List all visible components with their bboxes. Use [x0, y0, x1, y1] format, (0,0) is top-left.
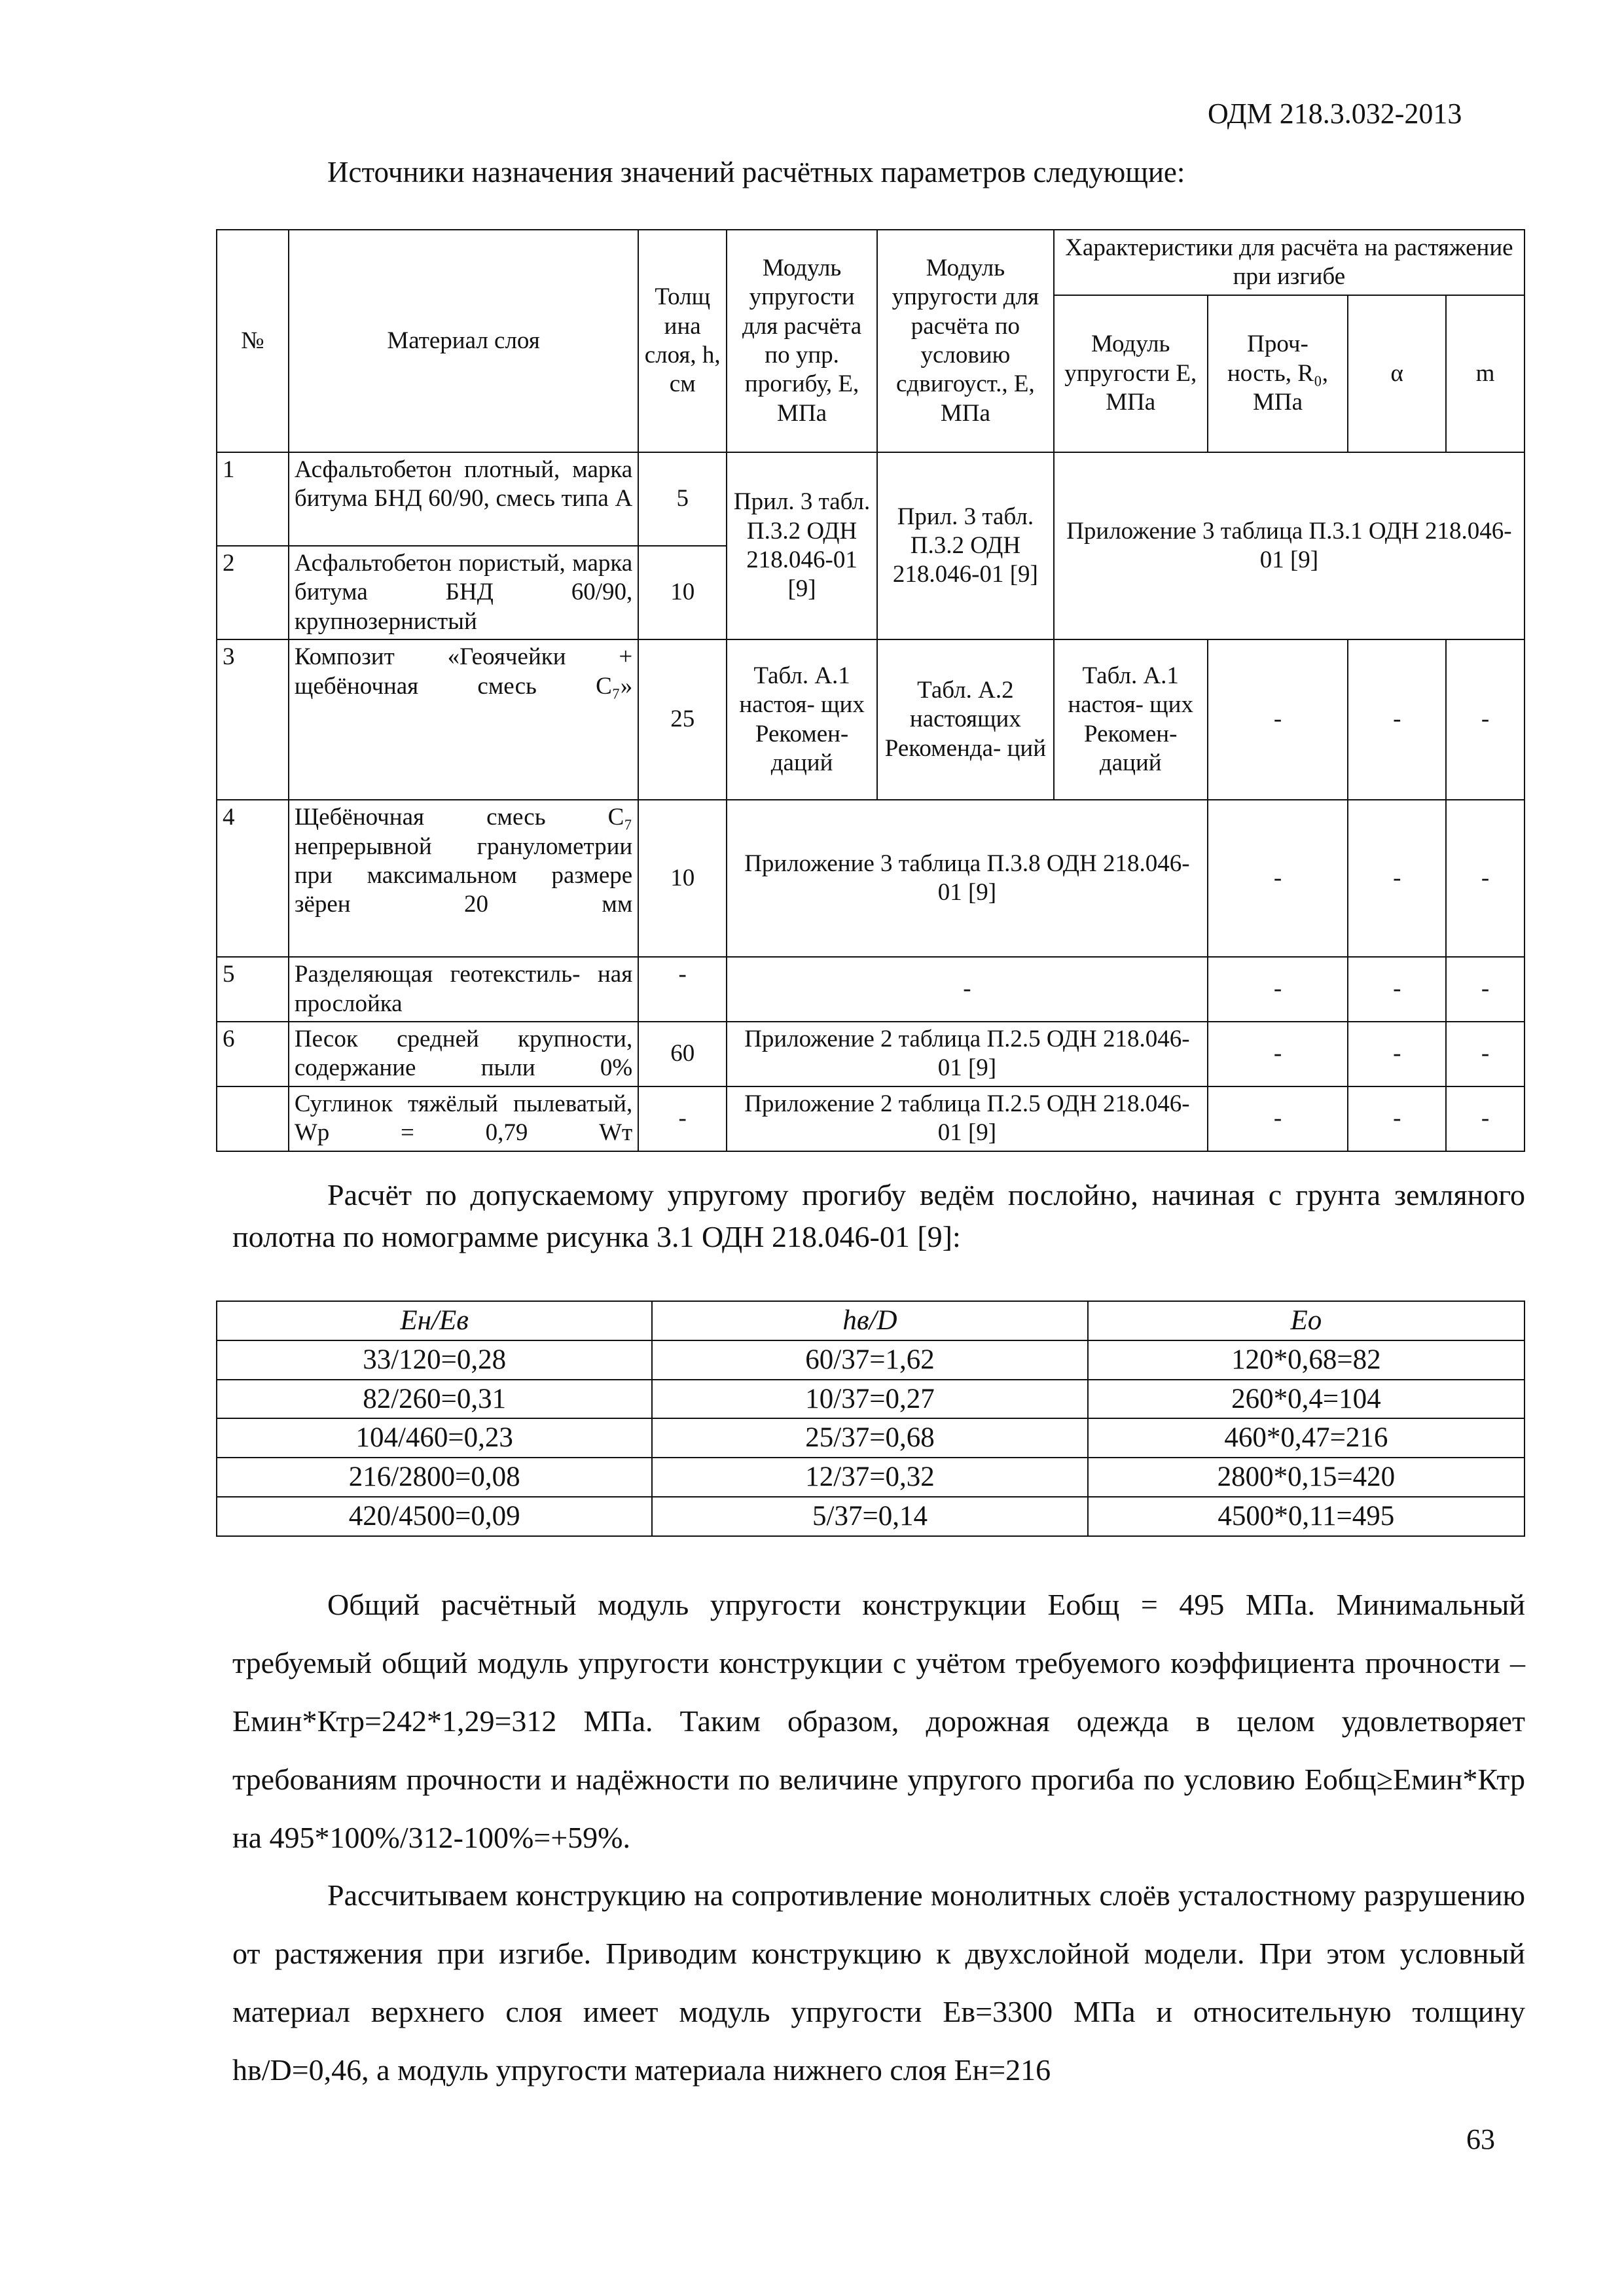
cell-modulus: 260*0,4=104: [1088, 1380, 1525, 1419]
paragraph-fatigue-calculation: Рассчитываем конструкцию на сопротивление монолитных слоёв усталостному разрушению от растяжения при изгибе. Приводим конструкцию к двухслойной модели. При этом условный материал верхнего слоя имеет модуль упругости Ев=3300 МПа и относительную толщину hв/D=0,46, а модуль упругости материала нижнего слоя Ен=216: [232, 1878, 1525, 2087]
cell-thickness: 25: [638, 639, 727, 800]
cell-alpha: -: [1348, 800, 1446, 957]
header-m: m: [1446, 295, 1525, 452]
parameters-table: [216, 229, 1525, 1152]
cell-m: -: [1446, 1022, 1525, 1086]
cell-alpha: -: [1348, 1086, 1446, 1151]
cell-number: 4: [217, 800, 289, 957]
cell-material: Асфальтобетон плотный, марка битума БНД 60/90, смесь типа А: [289, 452, 638, 546]
cell-modulus: 120*0,68=82: [1088, 1340, 1525, 1380]
cell-strength: -: [1208, 639, 1348, 800]
table-row: [217, 1022, 1525, 1086]
cell-modulus: 4500*0,11=495: [1088, 1497, 1525, 1536]
cell-material: Разделяющая геотекстиль- ная прослойка: [289, 957, 638, 1022]
table-row: [217, 1340, 1525, 1380]
cell-modulus-source: -: [727, 957, 1208, 1022]
cell-modulus-shear: Табл. А.2 настоящих Рекоменда- ций: [877, 639, 1054, 800]
cell-ratio: 82/260=0,31: [217, 1380, 652, 1419]
header-en-ev: Ен/Ев: [217, 1301, 652, 1340]
cell-alpha: -: [1348, 639, 1446, 800]
cell-thickness-ratio: 10/37=0,27: [652, 1380, 1087, 1419]
cell-thickness: -: [638, 957, 727, 1022]
header-tension-group: Характеристики для расчёта на растяжение при изгибе: [1054, 230, 1525, 295]
cell-thickness: 5: [638, 452, 727, 546]
cell-modulus: 460*0,47=216: [1088, 1418, 1525, 1458]
cell-modulus-deflection: Табл. А.1 настоя- щих Рекомен- даций: [727, 639, 877, 800]
table-row: [217, 1086, 1525, 1151]
cell-number: 6: [217, 1022, 289, 1086]
table-row: [217, 1497, 1525, 1536]
cell-thickness: 60: [638, 1022, 727, 1086]
cell-number: 3: [217, 639, 289, 800]
cell-number: [217, 1086, 289, 1151]
header-modulus-deflection: Модуль упругости для расчёта по упр. прогибу, Е, МПа: [727, 230, 877, 452]
cell-material: Щебёночная смесь С₇ непрерывной гранулометрии при максимальном размере зёрен 20 мм: [289, 800, 638, 957]
cell-strength: -: [1208, 1022, 1348, 1086]
cell-thickness-ratio: 25/37=0,68: [652, 1418, 1087, 1458]
cell-m: -: [1446, 957, 1525, 1022]
cell-m: -: [1446, 800, 1525, 957]
cell-modulus-shear: Прил. 3 табл. П.3.2 ОДН 218.046-01 [9]: [877, 452, 1054, 639]
header-modulus-shear: Модуль упругости для расчёта по условию сдвигоуст., Е, МПа: [877, 230, 1054, 452]
table-row: [217, 1380, 1525, 1419]
header-material: Материал слоя: [289, 230, 638, 452]
cell-thickness: 10: [638, 800, 727, 957]
cell-modulus-deflection: Прил. 3 табл. П.3.2 ОДН 218.046-01 [9]: [727, 452, 877, 639]
table-row: [217, 1458, 1525, 1497]
cell-ratio: 104/460=0,23: [217, 1418, 652, 1458]
cell-material: Песок средней крупности, содержание пыли 0%: [289, 1022, 638, 1086]
cell-material: Асфальтобетон пористый, марка битума БНД 60/90, крупнозернистый: [289, 546, 638, 639]
cell-number: 2: [217, 546, 289, 639]
table-row: [217, 452, 1525, 546]
cell-strength: -: [1208, 800, 1348, 957]
cell-alpha: -: [1348, 957, 1446, 1022]
cell-material: Композит «Геоячейки + щебёночная смесь С₇»: [289, 639, 638, 800]
cell-alpha: -: [1348, 1022, 1446, 1086]
header-thickness: Толщ ина слоя, h, см: [638, 230, 727, 452]
cell-modulus-source: Приложение 2 таблица П.2.5 ОДН 218.046-01 [9]: [727, 1086, 1208, 1151]
table-row: [217, 800, 1525, 957]
cell-tension-source: Приложение 3 таблица П.3.1 ОДН 218.046-01 [9]: [1054, 452, 1525, 639]
page-number: 63: [1466, 2123, 1495, 2155]
table-row: [217, 957, 1525, 1022]
cell-thickness: 10: [638, 546, 727, 639]
cell-thickness: -: [638, 1086, 727, 1151]
document-code: ОДМ 218.3.032-2013: [1208, 98, 1462, 130]
cell-m: -: [1446, 639, 1525, 800]
cell-modulus: 2800*0,15=420: [1088, 1458, 1525, 1497]
header-strength: Проч- ность, R₀, МПа: [1208, 295, 1348, 452]
paragraph-total-modulus: Общий расчётный модуль упругости конструкции Еобщ = 495 МПа. Минимальный требуемый общий модуль упругости конструкции с учётом требуемого коэффициента прочности – Емин*Ктр=242*1,29=312 МПа. Таким образом, дорожная одежда в целом удовлетворяет требованиям прочности и надёжности по величине упругого прогиба по условию Еобщ≥Емин*Ктр на 495*100%/312-100%=+59%.: [232, 1588, 1525, 1854]
cell-modulus-e: Табл. А.1 настоя- щих Рекомен- даций: [1054, 639, 1208, 800]
paragraph-calculation-method: Расчёт по допускаемому упругому прогибу ведём послойно, начиная с грунта земляного полотна по номограмме рисунка 3.1 ОДН 218.046-01 [9]:: [232, 1178, 1525, 1253]
table-row: [217, 1418, 1525, 1458]
cell-modulus-source: Приложение 3 таблица П.3.8 ОДН 218.046-01 [9]: [727, 800, 1208, 957]
cell-material: Суглинок тяжёлый пылеватый, Wр = 0,79 Wт: [289, 1086, 638, 1151]
cell-m: -: [1446, 1086, 1525, 1151]
cell-strength: -: [1208, 1086, 1348, 1151]
header-number: №: [217, 230, 289, 452]
header-eo: Eо: [1088, 1301, 1525, 1340]
cell-ratio: 33/120=0,28: [217, 1340, 652, 1380]
cell-thickness-ratio: 12/37=0,32: [652, 1458, 1087, 1497]
cell-number: 1: [217, 452, 289, 546]
cell-thickness-ratio: 5/37=0,14: [652, 1497, 1087, 1536]
cell-number: 5: [217, 957, 289, 1022]
cell-strength: -: [1208, 957, 1348, 1022]
header-modulus-e: Модуль упругости Е, МПа: [1054, 295, 1208, 452]
deflection-table: [216, 1300, 1525, 1537]
intro-text: Источники назначения значений расчётных параметров следующие:: [327, 156, 1185, 188]
cell-modulus-source: Приложение 2 таблица П.2.5 ОДН 218.046-01 [9]: [727, 1022, 1208, 1086]
table-row: [217, 639, 1525, 800]
cell-thickness-ratio: 60/37=1,62: [652, 1340, 1087, 1380]
header-hv-d: hв/D: [652, 1301, 1087, 1340]
cell-ratio: 216/2800=0,08: [217, 1458, 652, 1497]
cell-ratio: 420/4500=0,09: [217, 1497, 652, 1536]
header-alpha: α: [1348, 295, 1446, 452]
